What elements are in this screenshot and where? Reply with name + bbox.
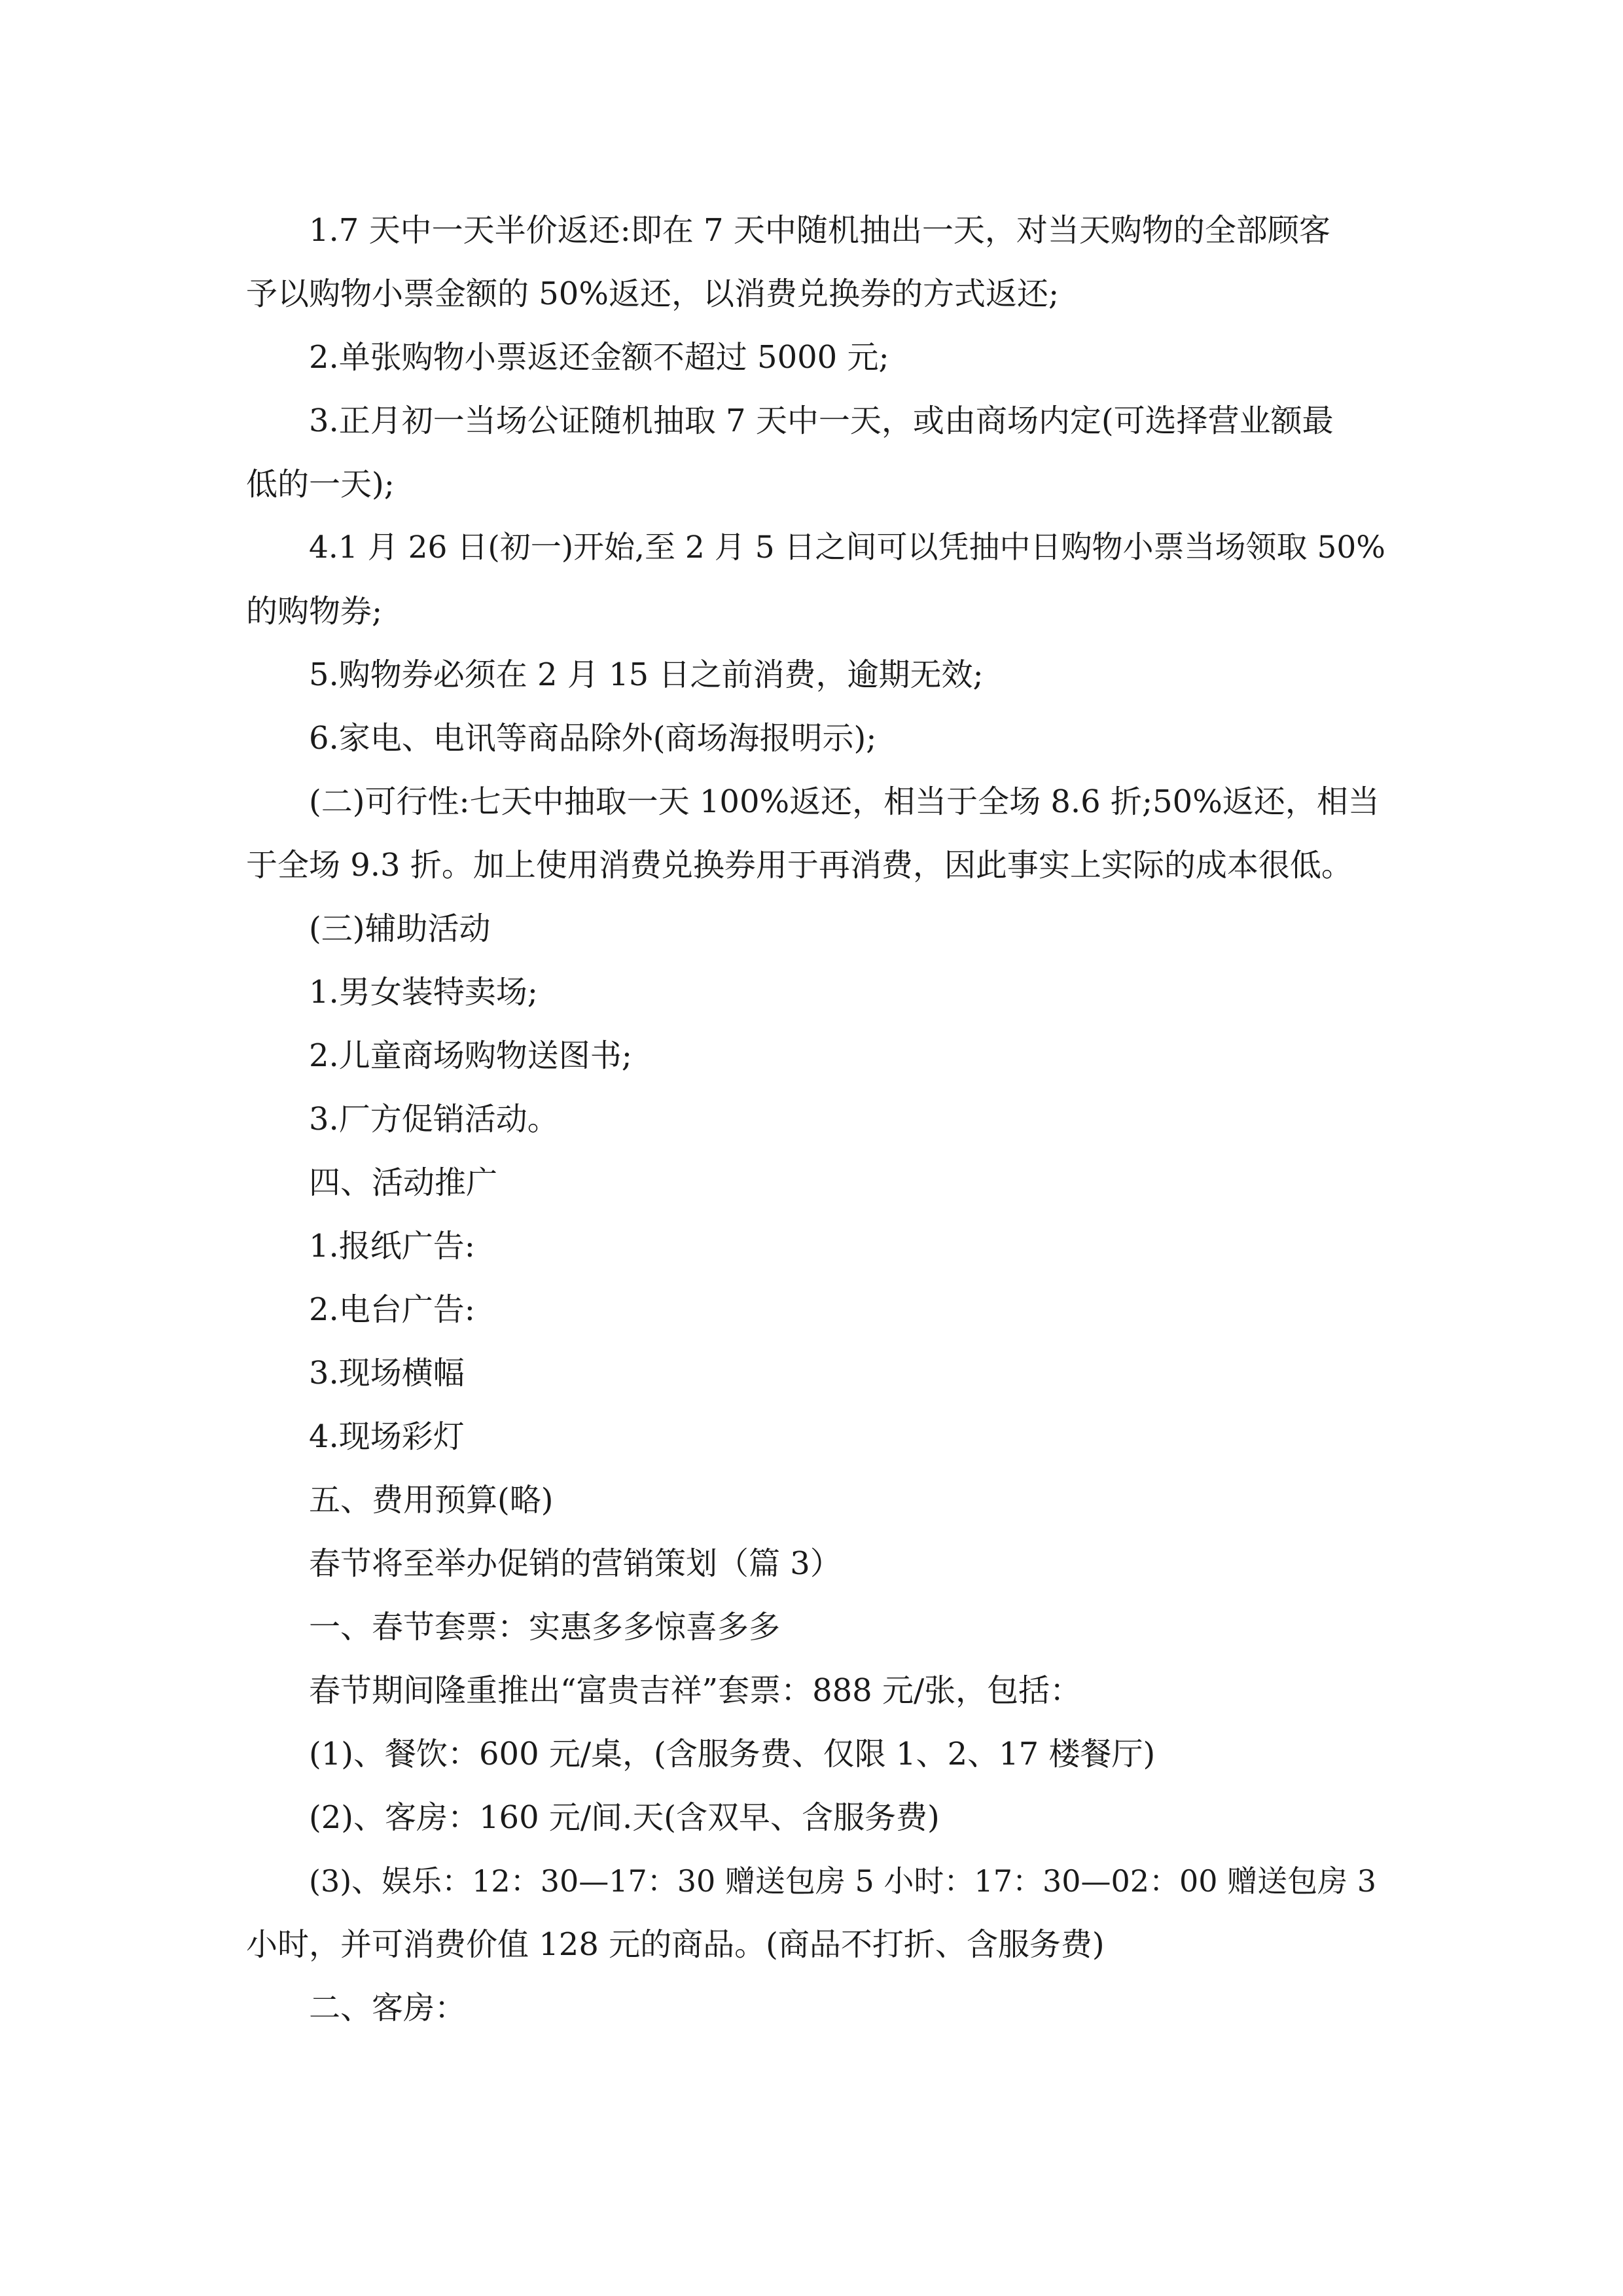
- text-line: 2.儿童商场购物送图书;: [309, 1037, 632, 1074]
- section-heading: 二、客房：: [309, 1990, 467, 2026]
- text-line: 的购物券;: [246, 593, 383, 630]
- text-line: 春节期间隆重推出“富贵吉祥”套票：888 元/张，包括：: [309, 1672, 1082, 1709]
- text-line: 1.报纸广告:: [309, 1228, 475, 1265]
- text-line: (二)可行性:七天中抽取一天 100%返还，相当于全场 8.6 折;50%返还，相当: [309, 783, 1380, 820]
- text-line: 低的一天);: [246, 466, 395, 503]
- section-heading: 五、费用预算(略): [309, 1482, 554, 1518]
- text-line: 3.厂方促销活动。: [309, 1101, 559, 1138]
- text-line: 6.家电、电讯等商品除外(商场海报明示);: [309, 720, 877, 757]
- text-line: (2)、客房：160 元/间.天(含双早、含服务费): [309, 1799, 940, 1836]
- section-heading: (三)辅助活动: [309, 910, 491, 947]
- article-title: 春节将至举办促销的营销策划（篇 3）: [309, 1545, 842, 1582]
- text-line: 1.男女装特卖场;: [309, 974, 538, 1011]
- text-line: 3.现场横幅: [309, 1355, 465, 1391]
- text-line: 3.正月初一当场公证随机抽取 7 天中一天，或由商场内定(可选择营业额最: [309, 403, 1334, 439]
- text-line: 于全场 9.3 折。加上使用消费兑换券用于再消费，因此事实上实际的成本很低。: [246, 847, 1353, 884]
- text-line: 2.电台广告:: [309, 1291, 475, 1328]
- text-line: 予以购物小票金额的 50%返还，以消费兑换券的方式返还;: [246, 276, 1060, 312]
- section-heading: 四、活动推广: [309, 1164, 498, 1201]
- text-line: 2.单张购物小票返还金额不超过 5000 元;: [309, 339, 889, 376]
- text-line: 4.现场彩灯: [309, 1418, 465, 1455]
- text-line: 小时，并可消费价值 128 元的商品。(商品不打折、含服务费): [246, 1926, 1105, 1963]
- text-line: 4.1 月 26 日(初一)开始,至 2 月 5 日之间可以凭抽中日购物小票当场领取 50%: [309, 529, 1385, 565]
- text-line: (1)、餐饮：600 元/桌，(含服务费、仅限 1、2、17 楼餐厅): [309, 1736, 1156, 1772]
- text-line: (3)、娱乐：12：30—17：30 赠送包房 5 小时：17：30—02：00 赠送包房 3: [309, 1863, 1377, 1899]
- text-line: 5.购物券必须在 2 月 15 日之前消费，逾期无效;: [309, 656, 984, 693]
- text-line: 1.7 天中一天半价返还:即在 7 天中随机抽出一天，对当天购物的全部顾客: [309, 212, 1330, 249]
- section-heading: 一、春节套票：实惠多多惊喜多多: [309, 1609, 781, 1645]
